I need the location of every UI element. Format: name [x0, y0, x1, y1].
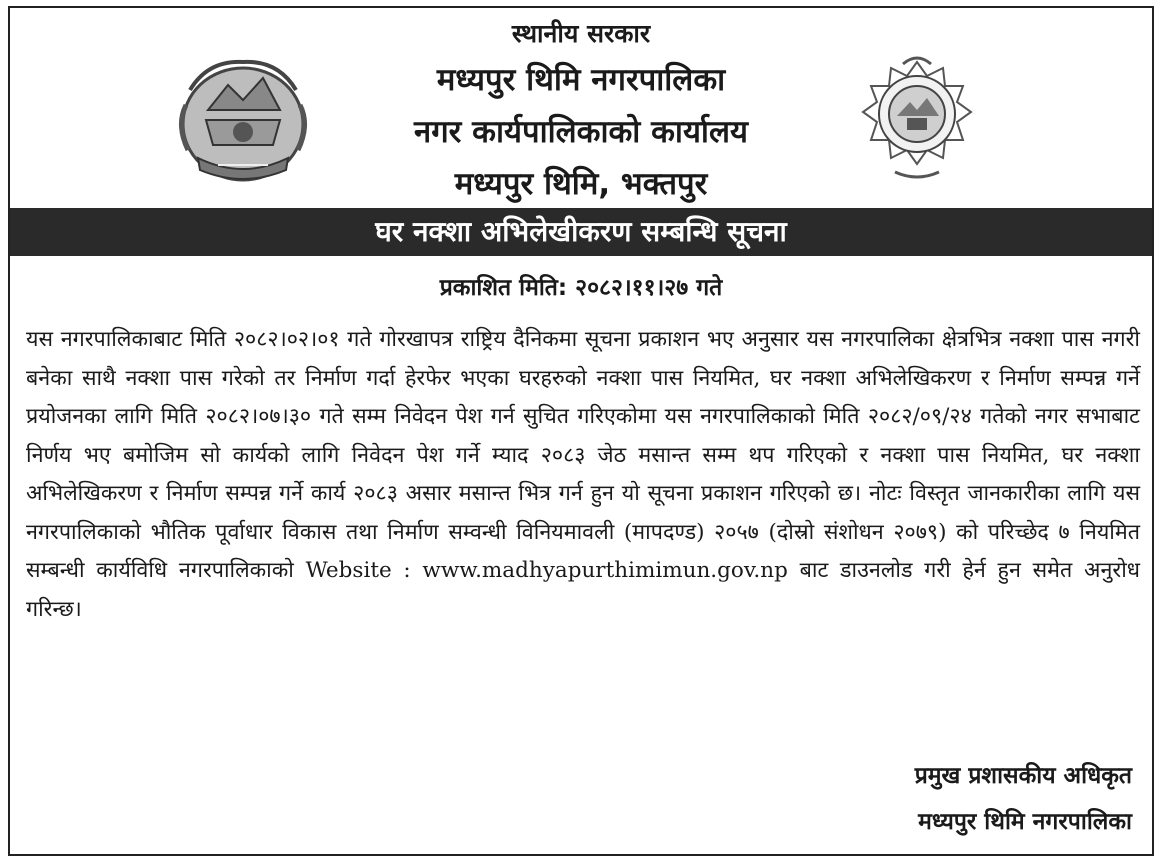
municipality-seal-icon — [855, 54, 979, 184]
local-government-label: स्थानीय सरकार — [511, 19, 651, 48]
signature-title: प्रमुख प्रशासकीय अधिकृत — [914, 763, 1132, 789]
notice-document — [8, 6, 1154, 856]
signature-organization: मध्यपुर थिमि नगरपालिका — [918, 809, 1132, 835]
office-address: मध्यपुर थिमि, भक्तपुर — [454, 166, 708, 202]
office-name: नगर कार्यपालिकाको कार्यालय — [414, 114, 748, 150]
notice-body: यस नगरपालिकाबाट मिति २०८२।०२।०१ गते गोरखापत्र राष्ट्रिय दैनिकमा सूचना प्रकाशन भए अनुसार यस नगरपालिका क्षेत्रभित्र नक्शा पास नगरी बनेका साथै नक्शा पास गरेको तर निर्माण गर्दा हेरफेर भएका घरहरुको नक्शा पास नियमित, घर नक्शा अभिलेखिकरण र निर्माण सम्पन्न गर्ने प्रयोजनका लागि मिति २०८२।०७।३० गते सम्म निवेदन पेश गर्न सुचित गरिएकोमा यस नगरपालिकाको मिति २०८२/०९/२४ गतेको नगर सभाबाट निर्णय भए बमोजिम सो कार्यको लागि निवेदन पेश गर्ने म्याद २०८३ जेठ मसान्त सम्म थप गरिएको र नक्शा पास नियमित, घर नक्शा अभिलेखिकरण र निर्माण सम्पन्न गर्ने कार्य २०८३ असार मसान्त भित्र गर्न हुन यो सूचना प्रकाशन गरिएको छ। नोटः विस्तृत जानकारीका लागि यस नगरपालिकाको भौतिक पूर्वाधार विकास तथा निर्माण सम्वन्धी विनियमावली (मापदण्ड) २०५७ (दोस्रो संशोधन २०७९) को परिच्छेद ७ नियमित सम्बन्धी कार्यविधि नगरपालिकाको Website : www.madhyapurthimimun.gov.np बाट डाउनलोड गरी हेर्न हुन समेत अनुरोध गरिन्छ। — [26, 327, 1140, 622]
municipality-name: मध्यपुर थिमि नगरपालिका — [436, 62, 726, 98]
notice-header — [10, 8, 1152, 206]
published-date: प्रकाशित मिति: २०८२।११।२७ गते — [439, 275, 723, 301]
notice-title-banner: घर नक्शा अभिलेखीकरण सम्बन्धि सूचना — [10, 208, 1152, 256]
